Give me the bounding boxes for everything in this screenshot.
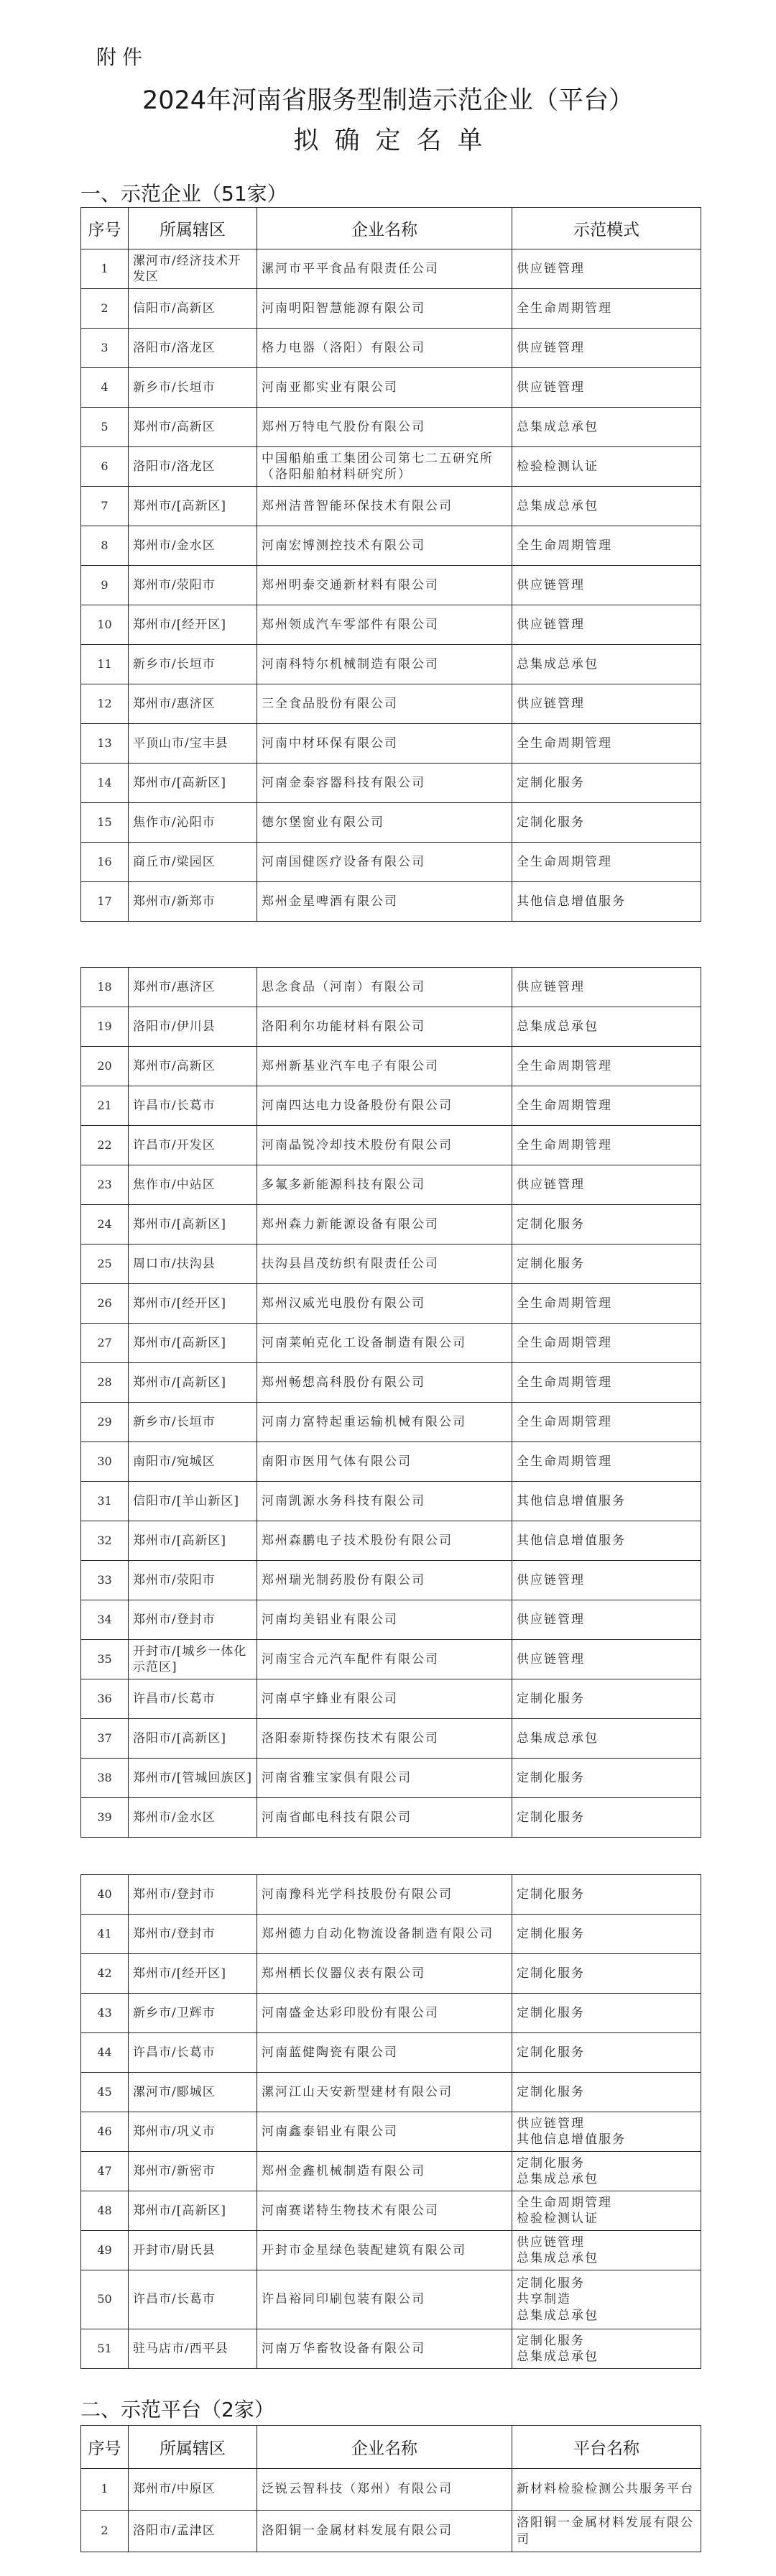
enterprises-table-part-3 (80, 1874, 701, 2369)
row-mode: 供应链管理 (512, 1640, 701, 1679)
row-company: 河南蓝健陶瓷有限公司 (257, 2033, 512, 2073)
column-header-region: 所属辖区 (129, 208, 257, 249)
row-region: 郑州市/惠济区 (129, 684, 257, 724)
table-header-row (81, 208, 701, 249)
row-mode: 其他信息增值服务 (512, 1482, 701, 1521)
row-region: 许昌市/长葛市 (129, 1086, 257, 1126)
row-number: 19 (81, 1007, 129, 1047)
row-company: 扶沟县昌茂纺织有限责任公司 (257, 1245, 512, 1284)
table-body (81, 249, 701, 922)
row-mode: 定制化服务 (512, 1679, 701, 1719)
row-mode: 检验检测认证 (512, 447, 701, 487)
row-mode: 定制化服务 (512, 1915, 701, 1954)
table-row (81, 289, 701, 329)
row-number: 2 (81, 289, 129, 329)
table-row (81, 1482, 701, 1521)
row-region: 洛阳市/伊川县 (129, 1007, 257, 1047)
row-number: 29 (81, 1403, 129, 1442)
column-header-company: 企业名称 (257, 208, 512, 249)
row-region: 郑州市/荥阳市 (129, 566, 257, 605)
row-number: 40 (81, 1875, 129, 1915)
platforms-table (80, 2425, 701, 2552)
row-mode: 总集成总承包 (512, 408, 701, 447)
row-number: 26 (81, 1284, 129, 1324)
row-number: 36 (81, 1679, 129, 1719)
row-number: 1 (81, 249, 129, 289)
table-row (81, 2469, 701, 2511)
row-mode: 全生命周期管理 检验检测认证 (512, 2191, 701, 2231)
row-region: 郑州市/荥阳市 (129, 1561, 257, 1600)
table-row (81, 1165, 701, 1205)
row-company: 漯河江山天安新型建材有限公司 (257, 2073, 512, 2112)
table-row (81, 1007, 701, 1047)
row-region: 新乡市/长垣市 (129, 368, 257, 408)
row-region: 信阳市/[羊山新区] (129, 1482, 257, 1521)
row-number: 38 (81, 1759, 129, 1798)
row-company: 郑州畅想高科股份有限公司 (257, 1363, 512, 1403)
row-company: 郑州明泰交通新材料有限公司 (257, 566, 512, 605)
row-platform: 洛阳铜一金属材料发展有限公司 (512, 2511, 701, 2552)
row-number: 13 (81, 724, 129, 764)
row-number: 42 (81, 1954, 129, 1994)
row-company: 郑州栖长仪器仪表有限公司 (257, 1954, 512, 1994)
row-mode: 定制化服务 (512, 764, 701, 803)
row-number: 49 (81, 2231, 129, 2270)
table-row (81, 2112, 701, 2152)
attachment-label: 附件 (96, 45, 149, 69)
row-number: 5 (81, 408, 129, 447)
row-company: 河南万华畜牧设备有限公司 (257, 2329, 512, 2369)
row-company: 河南盛金达彩印股份有限公司 (257, 1994, 512, 2033)
column-header-mode: 示范模式 (512, 208, 701, 249)
row-company: 漯河市平平食品有限责任公司 (257, 249, 512, 289)
table-row (81, 1798, 701, 1838)
row-number: 9 (81, 566, 129, 605)
row-company: 格力电器（洛阳）有限公司 (257, 329, 512, 368)
row-mode: 全生命周期管理 (512, 1086, 701, 1126)
table-body (81, 1875, 701, 2369)
row-region: 郑州市/[经开区] (129, 1284, 257, 1324)
row-number: 37 (81, 1719, 129, 1759)
row-company: 中国船舶重工集团公司第七二五研究所（洛阳船舶材料研究所） (257, 447, 512, 487)
row-number: 47 (81, 2152, 129, 2191)
row-company: 郑州洁普智能环保技术有限公司 (257, 487, 512, 526)
row-company: 洛阳铜一金属材料发展有限公司 (257, 2511, 512, 2552)
table-header-row (81, 2426, 701, 2469)
row-mode: 供应链管理 (512, 329, 701, 368)
enterprises-table-part-1 (80, 207, 701, 922)
row-region: 驻马店市/西平县 (129, 2329, 257, 2369)
row-region: 焦作市/中站区 (129, 1165, 257, 1205)
table-row (81, 1915, 701, 1954)
row-region: 许昌市/长葛市 (129, 1679, 257, 1719)
row-company: 郑州领成汽车零部件有限公司 (257, 605, 512, 645)
row-number: 51 (81, 2329, 129, 2369)
row-company: 郑州德力自动化物流设备制造有限公司 (257, 1915, 512, 1954)
row-mode: 定制化服务 (512, 2073, 701, 2112)
table-row (81, 1047, 701, 1086)
row-region: 南阳市/宛城区 (129, 1442, 257, 1482)
row-number: 27 (81, 1324, 129, 1363)
table-row (81, 1719, 701, 1759)
row-region: 漯河市/经济技术开发区 (129, 249, 257, 289)
row-mode: 其他信息增值服务 (512, 1521, 701, 1561)
row-number: 14 (81, 764, 129, 803)
row-mode: 定制化服务 (512, 1205, 701, 1245)
table-row (81, 566, 701, 605)
row-mode: 供应链管理 其他信息增值服务 (512, 2112, 701, 2152)
row-company: 郑州新基业汽车电子有限公司 (257, 1047, 512, 1086)
row-number: 10 (81, 605, 129, 645)
row-mode: 总集成总承包 (512, 645, 701, 684)
table-row (81, 1759, 701, 1798)
column-header-no: 序号 (81, 208, 129, 249)
row-mode: 供应链管理 (512, 605, 701, 645)
column-header-company: 企业名称 (257, 2426, 512, 2469)
row-number: 1 (81, 2469, 129, 2511)
row-mode: 定制化服务 (512, 1954, 701, 1994)
row-number: 46 (81, 2112, 129, 2152)
row-region: 周口市/扶沟县 (129, 1245, 257, 1284)
table-row (81, 368, 701, 408)
row-company: 河南国健医疗设备有限公司 (257, 843, 512, 882)
row-mode: 全生命周期管理 (512, 1126, 701, 1165)
row-number: 35 (81, 1640, 129, 1679)
row-region: 郑州市/[高新区] (129, 764, 257, 803)
row-region: 郑州市/登封市 (129, 1915, 257, 1954)
table-row (81, 1679, 701, 1719)
row-region: 许昌市/长葛市 (129, 2033, 257, 2073)
row-number: 15 (81, 803, 129, 843)
row-region: 新乡市/卫辉市 (129, 1994, 257, 2033)
row-region: 洛阳市/洛龙区 (129, 329, 257, 368)
row-company: 泛锐云智科技（郑州）有限公司 (257, 2469, 512, 2511)
table-row (81, 843, 701, 882)
row-company: 河南明阳智慧能源有限公司 (257, 289, 512, 329)
row-region: 郑州市/[高新区] (129, 1521, 257, 1561)
row-number: 18 (81, 968, 129, 1007)
row-region: 许昌市/长葛市 (129, 2270, 257, 2329)
row-mode: 全生命周期管理 (512, 289, 701, 329)
row-mode: 供应链管理 (512, 1600, 701, 1640)
row-number: 32 (81, 1521, 129, 1561)
row-region: 洛阳市/孟津区 (129, 2511, 257, 2552)
row-mode: 供应链管理 (512, 1165, 701, 1205)
row-company: 郑州金鑫机械制造有限公司 (257, 2152, 512, 2191)
row-number: 3 (81, 329, 129, 368)
row-mode: 全生命周期管理 (512, 1442, 701, 1482)
table-row (81, 1205, 701, 1245)
row-region: 洛阳市/洛龙区 (129, 447, 257, 487)
table-row (81, 2033, 701, 2073)
enterprises-table-part-2 (80, 967, 701, 1838)
row-number: 31 (81, 1482, 129, 1521)
row-number: 11 (81, 645, 129, 684)
table-body (81, 968, 701, 1838)
row-region: 郑州市/[高新区] (129, 1363, 257, 1403)
table-row (81, 684, 701, 724)
row-number: 41 (81, 1915, 129, 1954)
table-row (81, 724, 701, 764)
row-company: 河南省邮电科技有限公司 (257, 1798, 512, 1838)
row-mode: 定制化服务 (512, 1994, 701, 2033)
row-company: 河南均美铝业有限公司 (257, 1600, 512, 1640)
row-company: 河南宏博测控技术有限公司 (257, 526, 512, 566)
row-number: 20 (81, 1047, 129, 1086)
row-mode: 全生命周期管理 (512, 724, 701, 764)
row-mode: 供应链管理 (512, 684, 701, 724)
row-company: 洛阳泰斯特探伤技术有限公司 (257, 1719, 512, 1759)
table-row (81, 1086, 701, 1126)
row-mode: 总集成总承包 (512, 1007, 701, 1047)
row-company: 河南力富特起重运输机械有限公司 (257, 1403, 512, 1442)
table-row (81, 1442, 701, 1482)
table-row (81, 968, 701, 1007)
table-row (81, 1363, 701, 1403)
row-number: 23 (81, 1165, 129, 1205)
table-row (81, 1403, 701, 1442)
row-number: 25 (81, 1245, 129, 1284)
table-row (81, 2329, 701, 2369)
row-mode: 全生命周期管理 (512, 1363, 701, 1403)
row-number: 24 (81, 1205, 129, 1245)
row-number: 44 (81, 2033, 129, 2073)
row-number: 22 (81, 1126, 129, 1165)
row-number: 4 (81, 368, 129, 408)
row-company: 郑州森力新能源设备有限公司 (257, 1205, 512, 1245)
row-number: 2 (81, 2511, 129, 2552)
row-company: 南阳市医用气体有限公司 (257, 1442, 512, 1482)
table-row (81, 1600, 701, 1640)
row-company: 河南科特尔机械制造有限公司 (257, 645, 512, 684)
row-region: 郑州市/金水区 (129, 1798, 257, 1838)
row-region: 洛阳市/[高新区] (129, 1719, 257, 1759)
row-company: 郑州汉威光电股份有限公司 (257, 1284, 512, 1324)
row-mode: 供应链管理 总集成总承包 (512, 2231, 701, 2270)
row-region: 郑州市/[管城回族区] (129, 1759, 257, 1798)
row-mode: 供应链管理 (512, 968, 701, 1007)
row-mode: 定制化服务 (512, 1245, 701, 1284)
row-mode: 定制化服务 (512, 1875, 701, 1915)
table-row (81, 1561, 701, 1600)
row-mode: 其他信息增值服务 (512, 882, 701, 922)
column-header-platform: 平台名称 (512, 2426, 701, 2469)
row-company: 洛阳利尔功能材料有限公司 (257, 1007, 512, 1047)
row-number: 28 (81, 1363, 129, 1403)
row-region: 新乡市/长垣市 (129, 1403, 257, 1442)
row-mode: 供应链管理 (512, 249, 701, 289)
column-header-region: 所属辖区 (129, 2426, 257, 2469)
row-region: 郑州市/[经开区] (129, 605, 257, 645)
row-number: 12 (81, 684, 129, 724)
row-region: 商丘市/梁园区 (129, 843, 257, 882)
table-row (81, 2231, 701, 2270)
row-mode: 总集成总承包 (512, 1719, 701, 1759)
table-row (81, 1954, 701, 1994)
row-number: 48 (81, 2191, 129, 2231)
row-region: 漯河市/郾城区 (129, 2073, 257, 2112)
table-row (81, 526, 701, 566)
document-title: 2024年河南省服务型制造示范企业（平台） (142, 86, 634, 115)
row-region: 郑州市/[高新区] (129, 487, 257, 526)
table-row (81, 882, 701, 922)
row-mode: 全生命周期管理 (512, 526, 701, 566)
row-region: 信阳市/高新区 (129, 289, 257, 329)
row-number: 30 (81, 1442, 129, 1482)
table-row (81, 447, 701, 487)
row-mode: 定制化服务 共享制造 总集成总承包 (512, 2270, 701, 2329)
row-company: 郑州万特电气股份有限公司 (257, 408, 512, 447)
table-row (81, 1245, 701, 1284)
row-mode: 全生命周期管理 (512, 1047, 701, 1086)
table-row (81, 1521, 701, 1561)
row-mode: 供应链管理 (512, 368, 701, 408)
row-region: 许昌市/开发区 (129, 1126, 257, 1165)
row-company: 河南莱帕克化工设备制造有限公司 (257, 1324, 512, 1363)
row-mode: 供应链管理 (512, 566, 701, 605)
row-mode: 定制化服务 (512, 1798, 701, 1838)
row-company: 三全食品股份有限公司 (257, 684, 512, 724)
row-number: 43 (81, 1994, 129, 2033)
table-row (81, 1126, 701, 1165)
table-row (81, 2191, 701, 2231)
table-row (81, 1994, 701, 2033)
row-region: 郑州市/登封市 (129, 1600, 257, 1640)
row-mode: 供应链管理 (512, 1561, 701, 1600)
row-company: 河南金泰容器科技有限公司 (257, 764, 512, 803)
row-number: 8 (81, 526, 129, 566)
row-company: 河南晶锐冷却技术股份有限公司 (257, 1126, 512, 1165)
table-row (81, 1324, 701, 1363)
row-company: 河南省雅宝家俱有限公司 (257, 1759, 512, 1798)
row-mode: 全生命周期管理 (512, 1324, 701, 1363)
row-company: 河南宝合元汽车配件有限公司 (257, 1640, 512, 1679)
row-number: 7 (81, 487, 129, 526)
row-mode: 全生命周期管理 (512, 1284, 701, 1324)
row-region: 焦作市/沁阳市 (129, 803, 257, 843)
row-mode: 全生命周期管理 (512, 843, 701, 882)
table-row (81, 803, 701, 843)
row-region: 新乡市/长垣市 (129, 645, 257, 684)
row-company: 许昌裕同印刷包装有限公司 (257, 2270, 512, 2329)
table-row (81, 2270, 701, 2329)
row-number: 16 (81, 843, 129, 882)
row-mode: 定制化服务 总集成总承包 (512, 2329, 701, 2369)
row-region: 郑州市/金水区 (129, 526, 257, 566)
enterprises-heading: 一、示范企业（51家） (80, 182, 287, 206)
row-company: 河南豫科光学科技股份有限公司 (257, 1875, 512, 1915)
table-row (81, 1640, 701, 1679)
table-body (81, 2469, 701, 2552)
row-mode: 总集成总承包 (512, 487, 701, 526)
row-mode: 定制化服务 总集成总承包 (512, 2152, 701, 2191)
table-row (81, 645, 701, 684)
row-company: 德尔堡窗业有限公司 (257, 803, 512, 843)
row-company: 河南赛诺特生物技术有限公司 (257, 2191, 512, 2231)
row-company: 郑州森鹏电子技术股份有限公司 (257, 1521, 512, 1561)
table-row (81, 2511, 701, 2552)
row-number: 39 (81, 1798, 129, 1838)
row-region: 郑州市/惠济区 (129, 968, 257, 1007)
row-number: 17 (81, 882, 129, 922)
row-company: 河南四达电力设备股份有限公司 (257, 1086, 512, 1126)
row-region: 郑州市/[高新区] (129, 1205, 257, 1245)
row-number: 33 (81, 1561, 129, 1600)
row-platform: 新材料检验检测公共服务平台 (512, 2469, 701, 2511)
table-row (81, 408, 701, 447)
table-row (81, 605, 701, 645)
row-region: 开封市/[城乡一体化示范区] (129, 1640, 257, 1679)
row-number: 21 (81, 1086, 129, 1126)
row-mode: 定制化服务 (512, 803, 701, 843)
document-subtitle: 拟确定名单 (293, 127, 499, 155)
row-company: 思念食品（河南）有限公司 (257, 968, 512, 1007)
table-row (81, 1284, 701, 1324)
row-company: 河南卓宇蜂业有限公司 (257, 1679, 512, 1719)
row-region: 郑州市/中原区 (129, 2469, 257, 2511)
row-company: 河南亚都实业有限公司 (257, 368, 512, 408)
row-number: 50 (81, 2270, 129, 2329)
table-row (81, 764, 701, 803)
table-row (81, 329, 701, 368)
row-region: 开封市/尉氏县 (129, 2231, 257, 2270)
table-row (81, 249, 701, 289)
platforms-heading: 二、示范平台（2家） (80, 2398, 274, 2421)
row-number: 45 (81, 2073, 129, 2112)
table-row (81, 2073, 701, 2112)
row-region: 郑州市/[高新区] (129, 2191, 257, 2231)
row-region: 郑州市/新郑市 (129, 882, 257, 922)
row-company: 河南鑫泰铝业有限公司 (257, 2112, 512, 2152)
row-region: 郑州市/登封市 (129, 1875, 257, 1915)
column-header-no: 序号 (81, 2426, 129, 2469)
row-number: 6 (81, 447, 129, 487)
table-row (81, 1875, 701, 1915)
row-mode: 定制化服务 (512, 2033, 701, 2073)
row-company: 多氟多新能源科技有限公司 (257, 1165, 512, 1205)
row-company: 开封市金星绿色装配建筑有限公司 (257, 2231, 512, 2270)
row-region: 平顶山市/宝丰县 (129, 724, 257, 764)
row-company: 郑州金星啤酒有限公司 (257, 882, 512, 922)
row-number: 34 (81, 1600, 129, 1640)
row-region: 郑州市/巩义市 (129, 2112, 257, 2152)
table-row (81, 2152, 701, 2191)
row-region: 郑州市/高新区 (129, 408, 257, 447)
row-mode: 定制化服务 (512, 1759, 701, 1798)
table-row (81, 487, 701, 526)
row-region: 郑州市/新密市 (129, 2152, 257, 2191)
row-company: 河南凯源水务科技有限公司 (257, 1482, 512, 1521)
row-company: 河南中材环保有限公司 (257, 724, 512, 764)
row-company: 郑州瑞光制药股份有限公司 (257, 1561, 512, 1600)
row-mode: 全生命周期管理 (512, 1403, 701, 1442)
row-region: 郑州市/[高新区] (129, 1324, 257, 1363)
row-region: 郑州市/[经开区] (129, 1954, 257, 1994)
row-region: 郑州市/高新区 (129, 1047, 257, 1086)
